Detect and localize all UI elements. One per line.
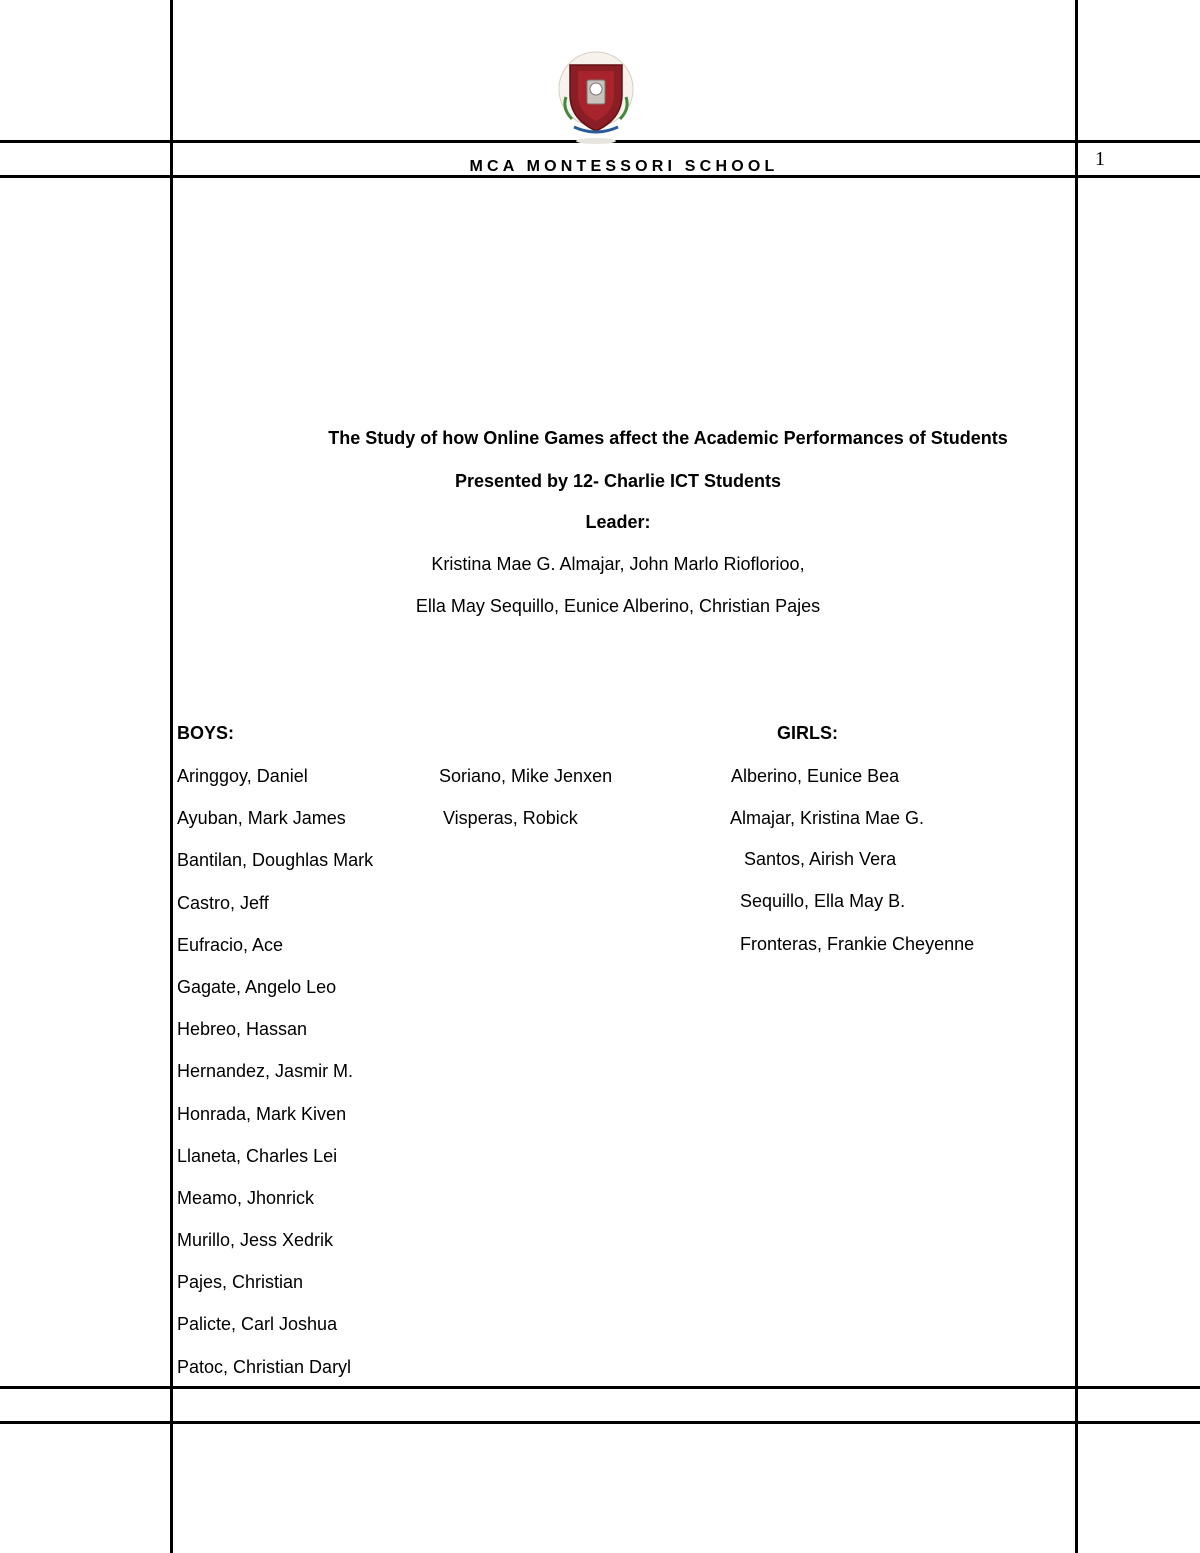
list-item: Murillo, Jess Xedrik xyxy=(177,1230,334,1251)
list-item: Castro, Jeff xyxy=(177,892,269,913)
boys-label: BOYS: xyxy=(177,723,235,743)
list-item: Eufracio, Ace xyxy=(177,934,284,955)
page-number: 1 xyxy=(1095,148,1105,170)
list-item: Visperas, Robick xyxy=(443,808,578,828)
page-border-left xyxy=(170,0,173,1553)
list-item: Bantilan, Doughlas Mark xyxy=(177,850,374,871)
list-item: Aringgoy, Daniel xyxy=(177,766,308,786)
list-item: Hebreo, Hassan xyxy=(177,1019,308,1040)
list-item: Soriano, Mike Jenxen xyxy=(439,766,613,786)
boys-list-column-1 xyxy=(177,765,373,1398)
list-item: Alberino, Eunice Bea xyxy=(731,766,900,786)
list-item: Sequillo, Ella May B. xyxy=(740,891,906,911)
page-border-right xyxy=(1075,0,1078,1553)
footer-rule-bottom xyxy=(0,1421,1200,1424)
school-crest-logo-icon xyxy=(556,47,636,145)
list-item: Llaneta, Charles Lei xyxy=(177,1145,338,1166)
leaders-line-1: Kristina Mae G. Almajar, John Marlo Rioflorioo, xyxy=(431,554,805,574)
presented-by: Presented by 12- Charlie ICT Students xyxy=(454,471,782,491)
list-item: Ayuban, Mark James xyxy=(177,808,346,829)
list-item: Hernandez, Jasmir M. xyxy=(177,1061,354,1082)
leader-label: Leader: xyxy=(585,512,651,532)
list-item: Santos, Airish Vera xyxy=(744,849,897,869)
list-item: Fronteras, Frankie Cheyenne xyxy=(740,934,975,954)
list-item: Gagate, Angelo Leo xyxy=(177,976,337,997)
list-item: Pajes, Christian xyxy=(177,1272,304,1293)
list-item: Meamo, Jhonrick xyxy=(177,1187,315,1208)
list-item: Palicte, Carl Joshua xyxy=(177,1314,338,1335)
school-name-header: MCA MONTESSORI SCHOOL xyxy=(469,158,779,175)
girls-label: GIRLS: xyxy=(777,723,838,743)
list-item: Honrada, Mark Kiven xyxy=(177,1103,347,1124)
document-title: The Study of how Online Games affect the Academic Performances of Students xyxy=(328,428,1008,448)
leaders-line-2: Ella May Sequillo, Eunice Alberino, Christian Pajes xyxy=(415,596,821,616)
list-item: Almajar, Kristina Mae G. xyxy=(730,808,925,828)
list-item: Patoc, Christian Daryl xyxy=(177,1356,352,1377)
